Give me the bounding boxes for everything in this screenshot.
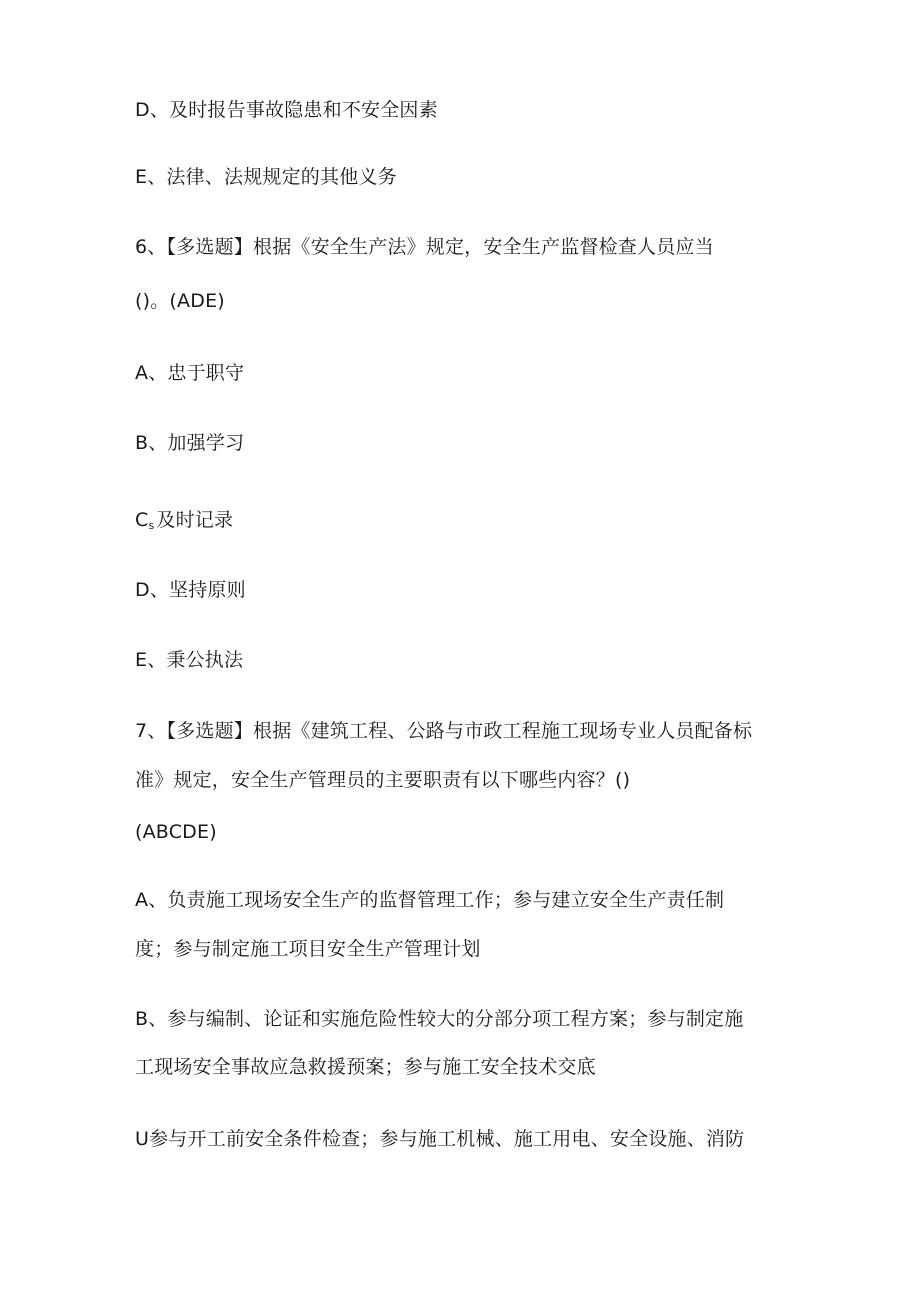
option-d-report-hazards: D、及时报告事故隐患和不安全因素 [135,99,438,121]
question-7-answer: (ABCDE) [135,821,217,843]
q7-option-b-line2: 工现场安全事故应急救援预案；参与施工安全技术交底 [135,1056,596,1078]
q7-option-c-line1: U参与开工前安全条件检查；参与施工机械、施工用电、安全设施、消防 [135,1128,745,1150]
q6-option-c [135,508,233,538]
q6-option-e: E、秉公执法 [135,649,244,671]
q6-option-c-letter: C [135,509,149,531]
q7-option-a-line1: A、负责施工现场安全生产的监督管理工作；参与建立安全生产责任制 [135,889,725,911]
question-6-stem: 6、【多选题】根据《安全生产法》规定，安全生产监督检查人员应当 [135,236,714,258]
q7-option-a-line2: 度；参与制定施工项目安全生产管理计划 [135,938,481,960]
q6-option-c-text: 及时记录 [156,509,234,531]
question-7-stem-line1: 7、【多选题】根据《建筑工程、公路与市政工程施工现场专业人员配备标 [135,720,753,742]
question-7-stem-line2: 准》规定，安全生产管理员的主要职责有以下哪些内容？() [135,769,631,791]
option-e-other-obligations: E、法律、法规规定的其他义务 [135,166,397,188]
q6-option-c-subscript: s [148,519,155,532]
q6-option-d: D、坚持原则 [135,579,246,601]
q6-option-b: B、加强学习 [135,432,245,454]
question-6-answer: ()。(ADE) [135,290,225,312]
q6-option-a: A、忠于职守 [135,362,245,384]
q7-option-b-line1: B、参与编制、论证和实施危险性较大的分部分项工程方案；参与制定施 [135,1008,744,1030]
